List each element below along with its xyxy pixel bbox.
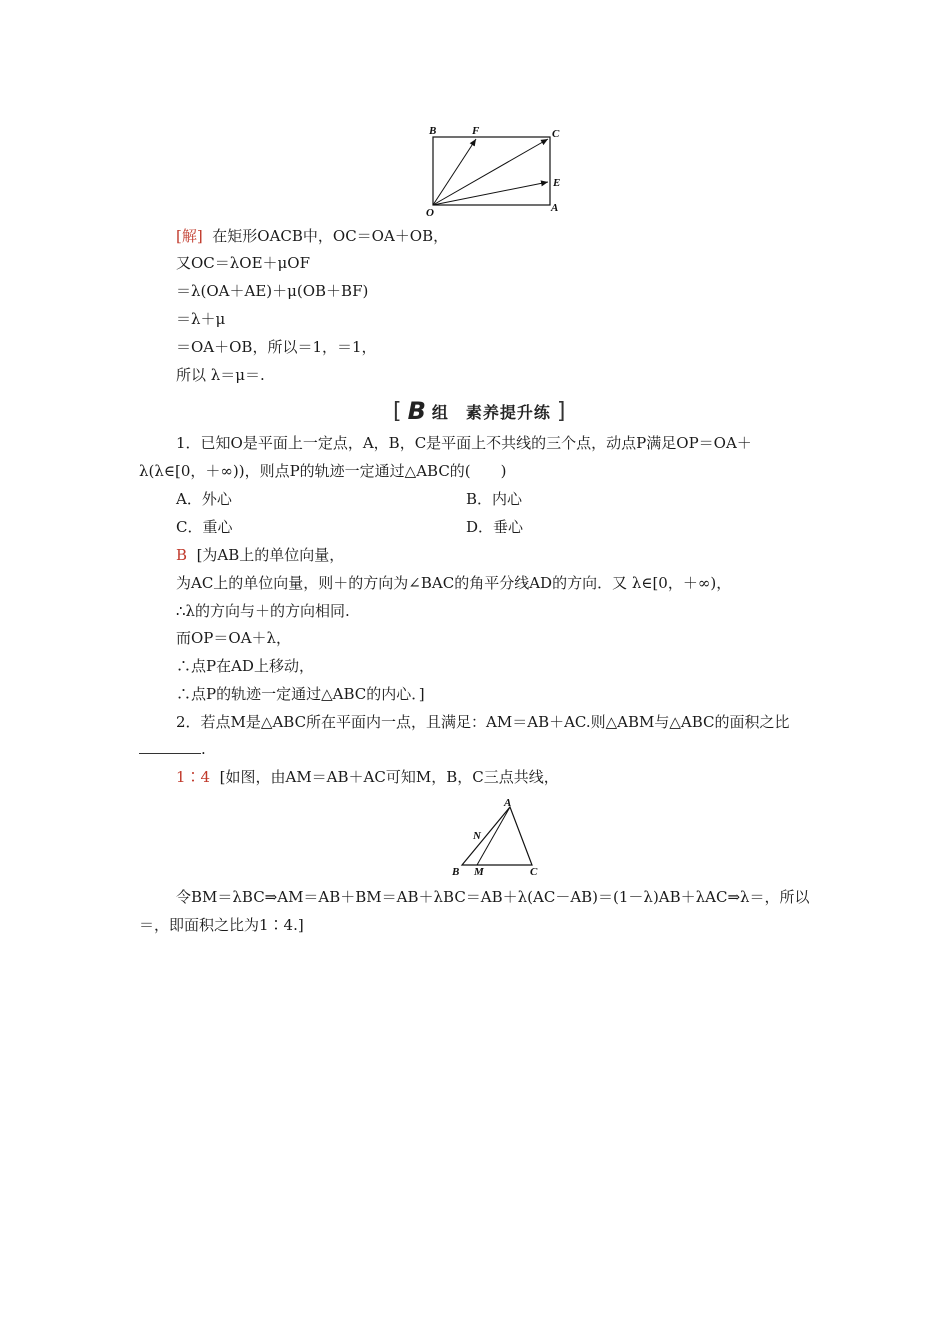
q1-answer: B: [176, 546, 188, 564]
label-a: A: [504, 797, 512, 809]
q1-option-d: D．垂心: [466, 518, 524, 536]
q1-option-b: B．内心: [466, 490, 523, 508]
label-f: F: [472, 125, 480, 137]
solution-line-1: [176, 226, 448, 246]
vector-oe: [433, 182, 548, 205]
segment-am: [477, 807, 510, 865]
rectangle-vector-figure: [420, 120, 570, 220]
label-m: M: [474, 866, 484, 878]
banner-close-bracket: ]: [556, 398, 566, 424]
solution-line-3: ＝λ(OA＋AE)＋μ(OB＋BF): [176, 282, 369, 300]
q2-solution-line-2: 令BM＝λBC⇒AM＝AB＋BM＝AB＋λBC＝AB＋λ(AC－AB)＝(1－λ)AB＋λAC⇒λ＝，所以: [176, 888, 810, 906]
q1-line-2: λ(λ∈[0，＋∞))，则点P的轨迹一定通过△ABC的( ): [139, 462, 507, 480]
q2-solution-text: [如图，由AM＝AB＋AC可知M，B，C三点共线，: [219, 768, 559, 786]
q1-solution-line-6: ∴点P的轨迹一定通过△ABC的内心．]: [176, 685, 425, 703]
section-banner: [393, 396, 566, 426]
banner-open-bracket: [: [393, 398, 402, 424]
label-e: E: [553, 177, 561, 189]
solution-line-2: 又OC＝λOE＋μOF: [176, 254, 310, 272]
q2-line-1: 2．若点M是△ABC所在平面内一点，且满足：AM＝AB＋AC.则△ABM与△ABC的面积之比: [176, 713, 790, 731]
q1-solution-line-5: ∴点P在AD上移动，: [176, 657, 314, 675]
q1-line-1: 1．已知O是平面上一定点，A，B，C是平面上不共线的三个点，动点P满足OP＝OA＋: [176, 434, 752, 452]
q1-solution-line-4: 而OP＝OA＋λ，: [176, 629, 292, 647]
solution-line-5: ＝OA＋OB，所以＝1，＝1，: [176, 338, 377, 356]
vector-of: [433, 139, 476, 205]
label-b: B: [429, 125, 437, 137]
answer-blank: [139, 739, 201, 754]
q1-solution-line-2: 为AC上的单位向量，则＋的方向为∠BAC的角平分线AD的方向．又 λ∈[0，＋∞)，: [176, 574, 732, 592]
vector-oc: [433, 139, 548, 205]
q2-solution-line-1: [176, 767, 559, 787]
q1-solution-line-1: [176, 545, 344, 565]
q1-option-a: A．外心: [176, 490, 232, 508]
q2-line-2-end: .: [201, 740, 206, 758]
solution-line-4: ＝λ＋μ: [176, 310, 226, 328]
label-n: N: [473, 830, 481, 842]
banner-title: 组 素养提升练: [431, 402, 551, 422]
label-c: C: [530, 866, 538, 878]
q2-answer: 1∶4: [176, 768, 211, 786]
q1-solution-text: [为AB上的单位向量，: [196, 546, 345, 564]
label-b: B: [452, 866, 460, 878]
q1-solution-line-3: ∴λ的方向与＋的方向相同.: [176, 602, 350, 620]
q1-option-c: C．重心: [176, 518, 233, 536]
q2-line-2: [139, 739, 206, 759]
solution-line-6: 所以 λ＝μ＝.: [176, 366, 265, 384]
triangle-figure: [448, 795, 548, 880]
q2-solution-line-3: ＝，即面积之比为1∶4.]: [139, 916, 304, 934]
solution-tag: [解]: [176, 227, 203, 245]
solution-text: 在矩形OACB中，OC＝OA＋OB，: [212, 227, 449, 245]
label-o: O: [426, 207, 434, 219]
banner-letter: B: [407, 397, 426, 425]
label-a: A: [551, 202, 559, 214]
label-c: C: [552, 128, 560, 140]
